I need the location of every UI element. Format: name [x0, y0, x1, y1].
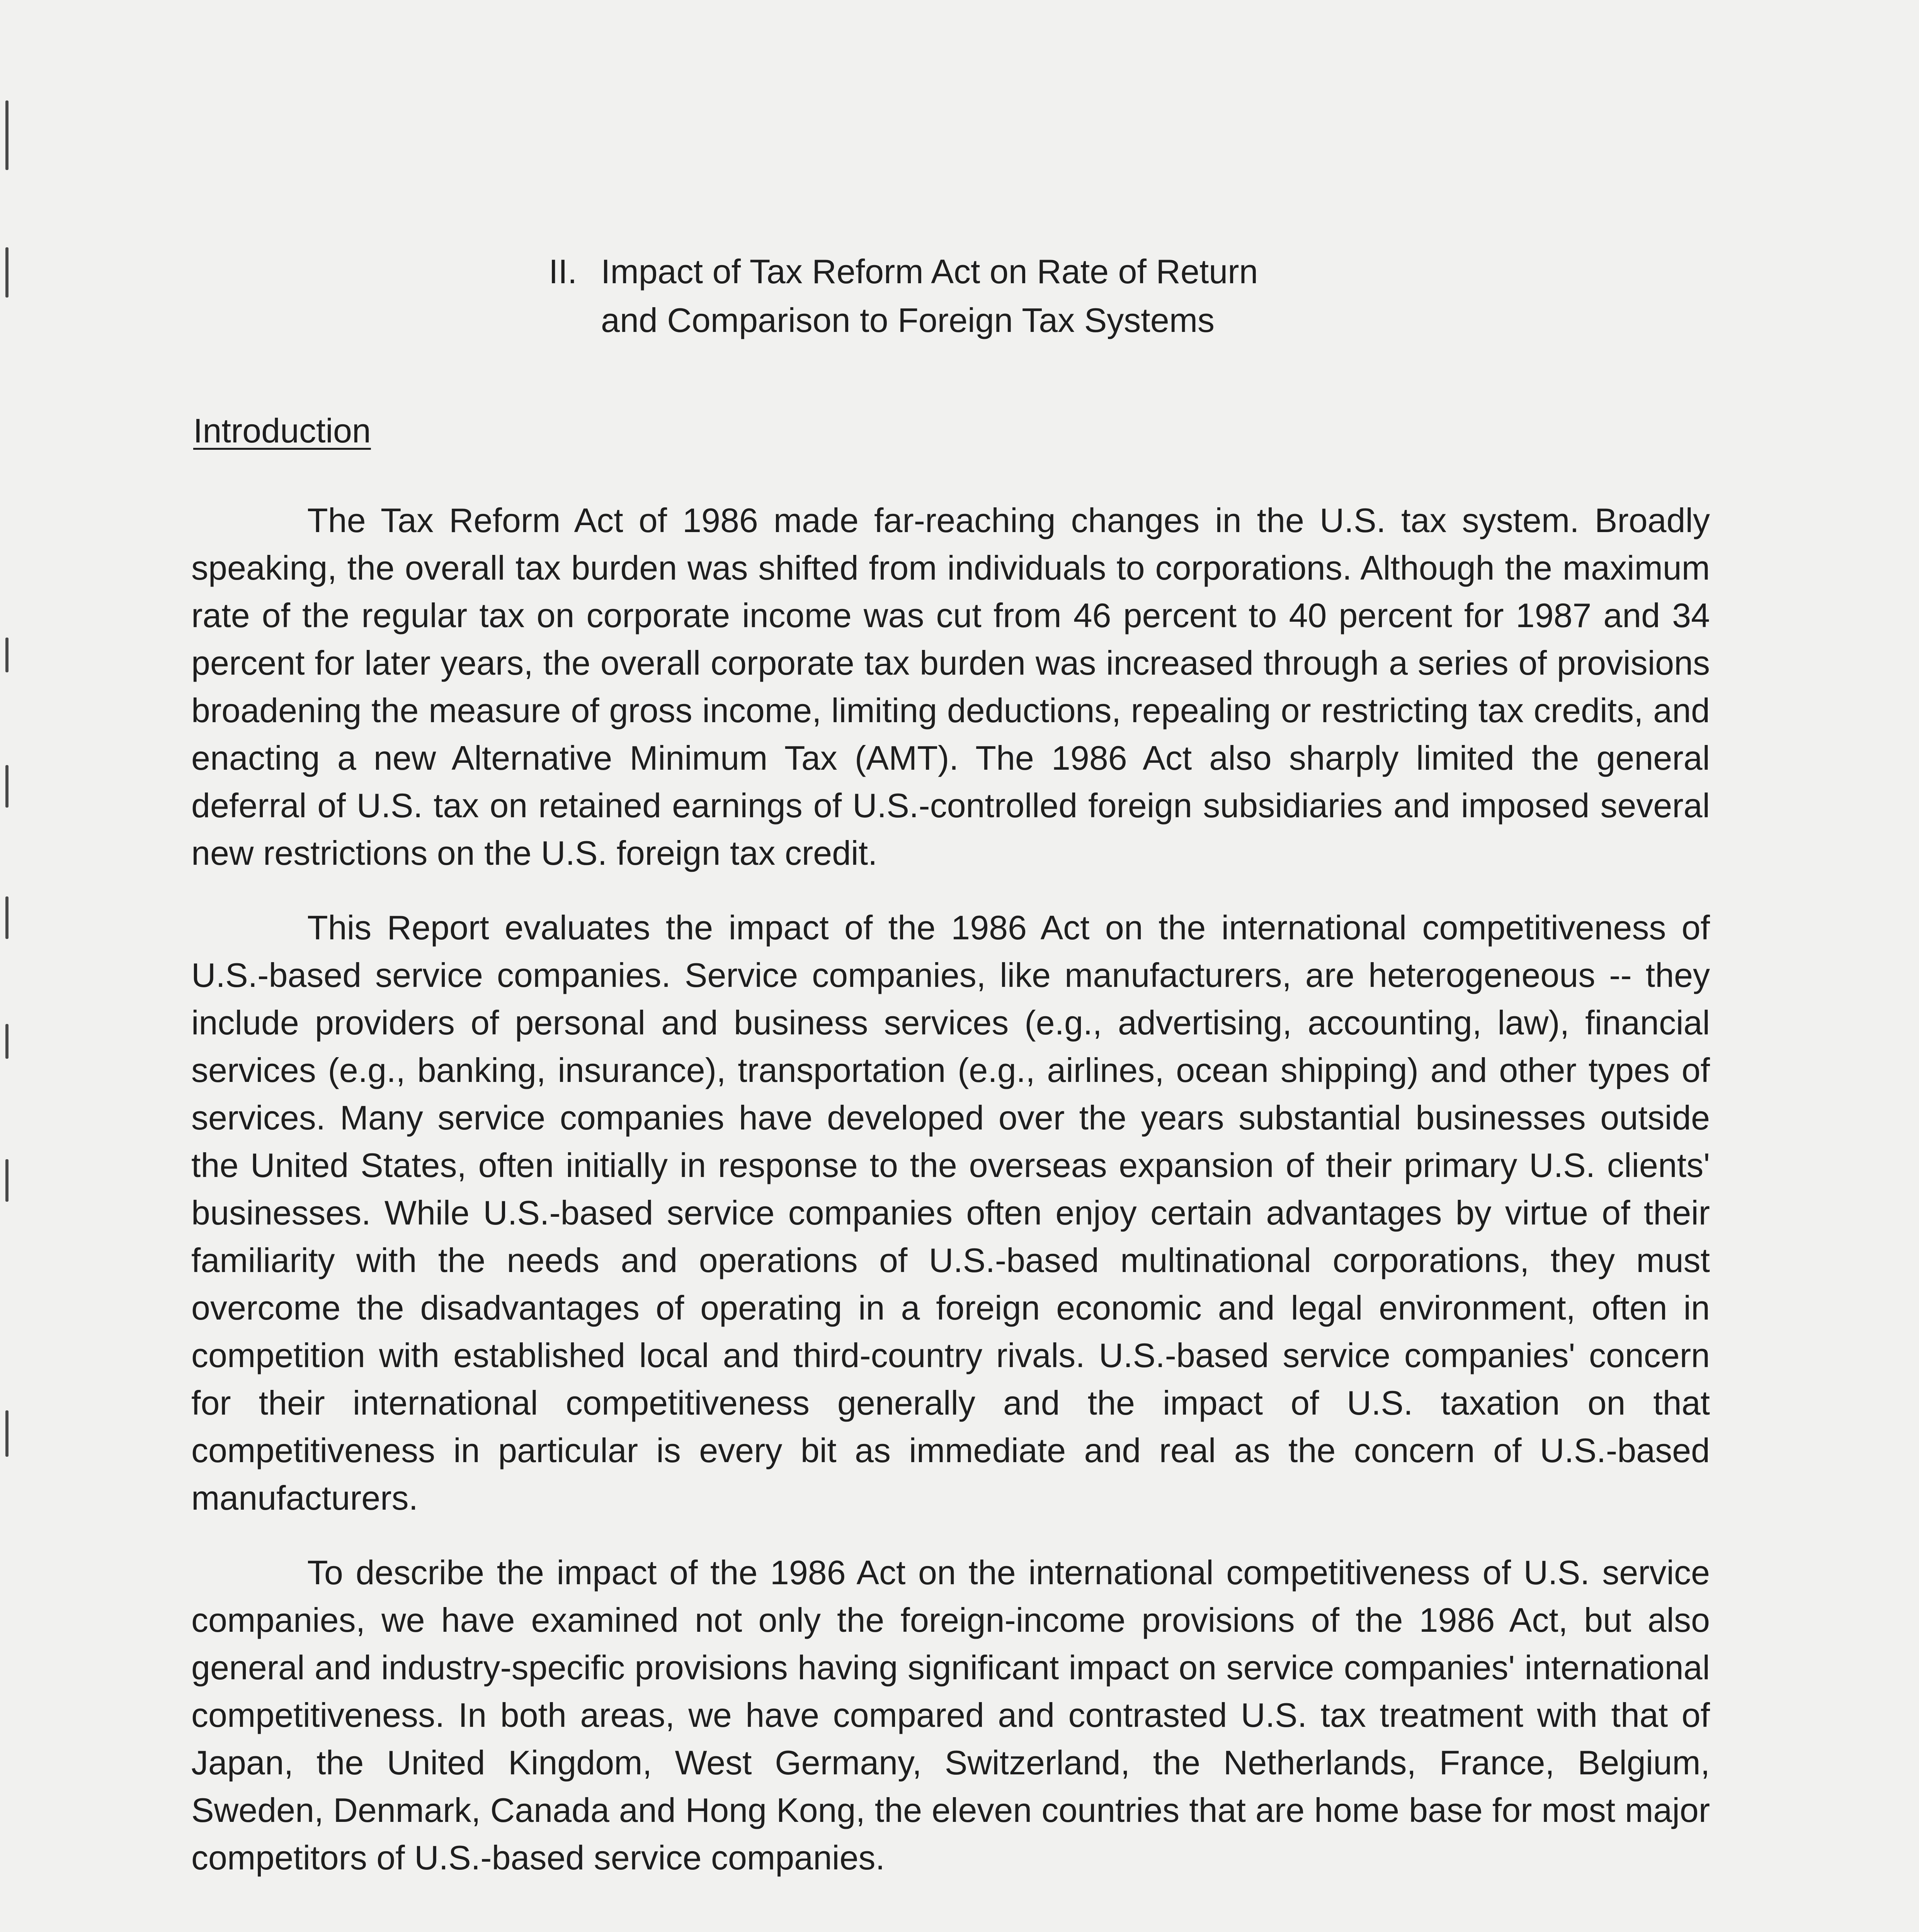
- section-heading: [549, 247, 1438, 345]
- section-title-line-2: and Comparison to Foreign Tax Systems: [601, 301, 1215, 339]
- scan-edge-marks: [0, 0, 23, 1932]
- body-text: [191, 497, 1710, 1908]
- section-number: II.: [549, 252, 577, 291]
- paragraph-2: This Report evaluates the impact of the 1986 Act on the international competitiveness of U.S.-based service companies. Service companies, like manufacturers, are heterogeneous -- they include providers of personal and business services (e.g., advertising, accounting, law), financial services (e.g., banking, insurance), transportation (e.g., airlines, ocean shipping) and other types of services. Many service companies have developed over the years substantial businesses outside the United States, often initially in response to the overseas expansion of their primary U.S. clients' businesses. While U.S.-based service companies often enjoy certain advantages by virtue of their familiarity with the needs and operations of U.S.-based multinational corporations, they must overcome the disadvantages of operating in a foreign economic and legal environment, often in competition with established local and third-country rivals. U.S.-based service companies' concern for their international competitiveness generally and the impact of U.S. taxation on that competitiveness in particular is every bit as immediate and real as the concern of U.S.-based manufacturers.: [191, 908, 1710, 1517]
- paragraph-3: To describe the impact of the 1986 Act on the international competitiveness of U.S. service companies, we have examined not only the foreign-income provisions of the 1986 Act, but also general and industry-specific provisions having significant impact on service companies' international competitiveness. In both areas, we have compared and contrasted U.S. tax treatment with that of Japan, the United Kingdom, West Germany, Switzerland, the Netherlands, France, Belgium, Sweden, Denmark, Canada and Hong Kong, the eleven countries that are home base for most major competitors of U.S.-based service companies.: [191, 1553, 1710, 1877]
- paragraph-1: The Tax Reform Act of 1986 made far-reaching changes in the U.S. tax system. Broadly speaking, the overall tax burden was shifted from individuals to corporations. Although the maximum rate of the regular tax on corporate income was cut from 46 percent to 40 percent for 1987 and 34 percent for later years, the overall corporate tax burden was increased through a series of provisions broadening the measure of gross income, limiting deductions, repealing or restricting tax credits, and enacting a new Alternative Minimum Tax (AMT). The 1986 Act also sharply limited the general deferral of U.S. tax on retained earnings of U.S.-controlled foreign subsidiaries and imposed several new restrictions on the U.S. foreign tax credit.: [191, 501, 1710, 872]
- section-title-line-1: Impact of Tax Reform Act on Rate of Return: [601, 252, 1258, 291]
- introduction-subheading: Introduction: [193, 412, 371, 450]
